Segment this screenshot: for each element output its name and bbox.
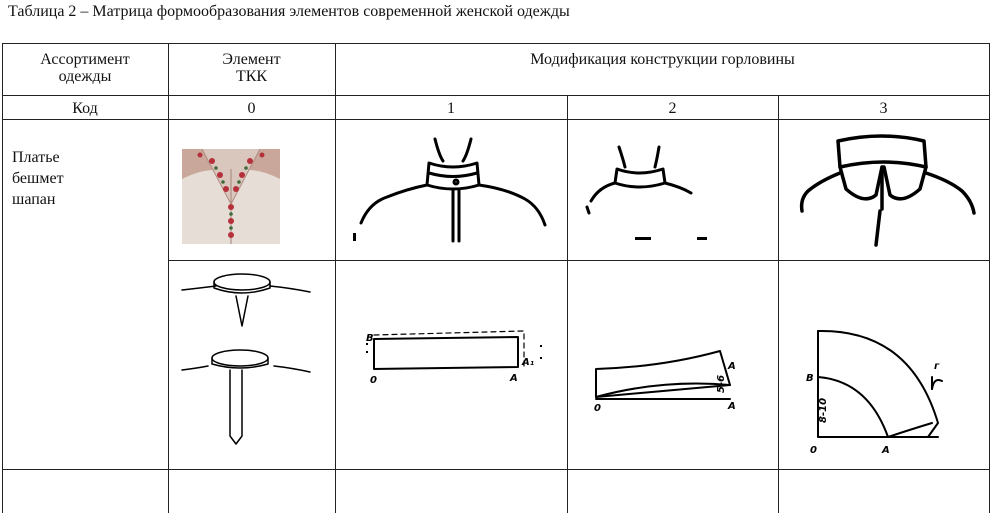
assortment-item: шапан bbox=[12, 191, 56, 208]
pattern1-label-a: А bbox=[510, 373, 518, 384]
header-element-line-1: Элемент bbox=[222, 51, 281, 68]
header-assortment-line-2: одежды bbox=[58, 68, 112, 85]
header-assortment bbox=[2, 51, 168, 85]
row-divider-header bbox=[2, 95, 990, 96]
col-divider-4 bbox=[778, 95, 779, 513]
row-divider-code bbox=[2, 119, 990, 120]
pattern3-dim: 8-10 bbox=[818, 397, 829, 423]
table-border-top bbox=[2, 43, 990, 44]
code-2: 2 bbox=[668, 100, 677, 117]
col-divider-3 bbox=[567, 95, 568, 513]
embroidered-collar-photo bbox=[182, 149, 280, 244]
row-divider-pattern bbox=[2, 469, 990, 470]
assortment-list bbox=[12, 147, 64, 210]
code-0: 0 bbox=[247, 100, 256, 117]
assortment-item: бешмет bbox=[12, 170, 64, 187]
pattern3-label-a: А bbox=[882, 445, 890, 456]
pattern2-label-a: А bbox=[728, 401, 736, 412]
collar-sketch-1 bbox=[347, 133, 557, 253]
header-modification: Модификация конструкции горловины bbox=[530, 51, 795, 68]
pattern2-dim: 5-6 bbox=[716, 374, 727, 393]
assortment-item: Платье bbox=[12, 149, 60, 166]
pattern3-label-0: 0 bbox=[810, 445, 817, 456]
pattern2-label-a-top: А bbox=[728, 361, 736, 372]
pattern3-label-b: В bbox=[806, 373, 814, 384]
table-border-right bbox=[989, 43, 990, 513]
shaping-matrix-table bbox=[2, 43, 990, 513]
code-label: Код bbox=[72, 100, 98, 117]
pattern1-label-a1: А₁ bbox=[522, 357, 535, 368]
header-assortment-line-1: Ассортимент bbox=[40, 51, 130, 68]
collar-sketch-2 bbox=[577, 133, 767, 253]
pattern3-label-g: г bbox=[934, 361, 940, 372]
code-1: 1 bbox=[447, 100, 455, 117]
collar-pattern-1 bbox=[352, 321, 562, 401]
table-caption: Таблица 2 – Матрица формообразования элементов современной женской одежды bbox=[8, 3, 570, 20]
collar-sketch-3 bbox=[790, 133, 986, 253]
collar-element-sketches bbox=[180, 268, 328, 458]
pattern2-label-0: 0 bbox=[594, 403, 601, 414]
row-divider-photo bbox=[168, 260, 990, 261]
pattern1-label-b: В bbox=[366, 333, 374, 344]
pattern1-label-0: 0 bbox=[370, 375, 377, 386]
header-element bbox=[168, 51, 335, 85]
collar-pattern-3 bbox=[802, 319, 982, 459]
collar-pattern-2 bbox=[582, 323, 772, 423]
header-element-line-2: ТКК bbox=[235, 68, 268, 85]
code-3: 3 bbox=[879, 100, 888, 117]
